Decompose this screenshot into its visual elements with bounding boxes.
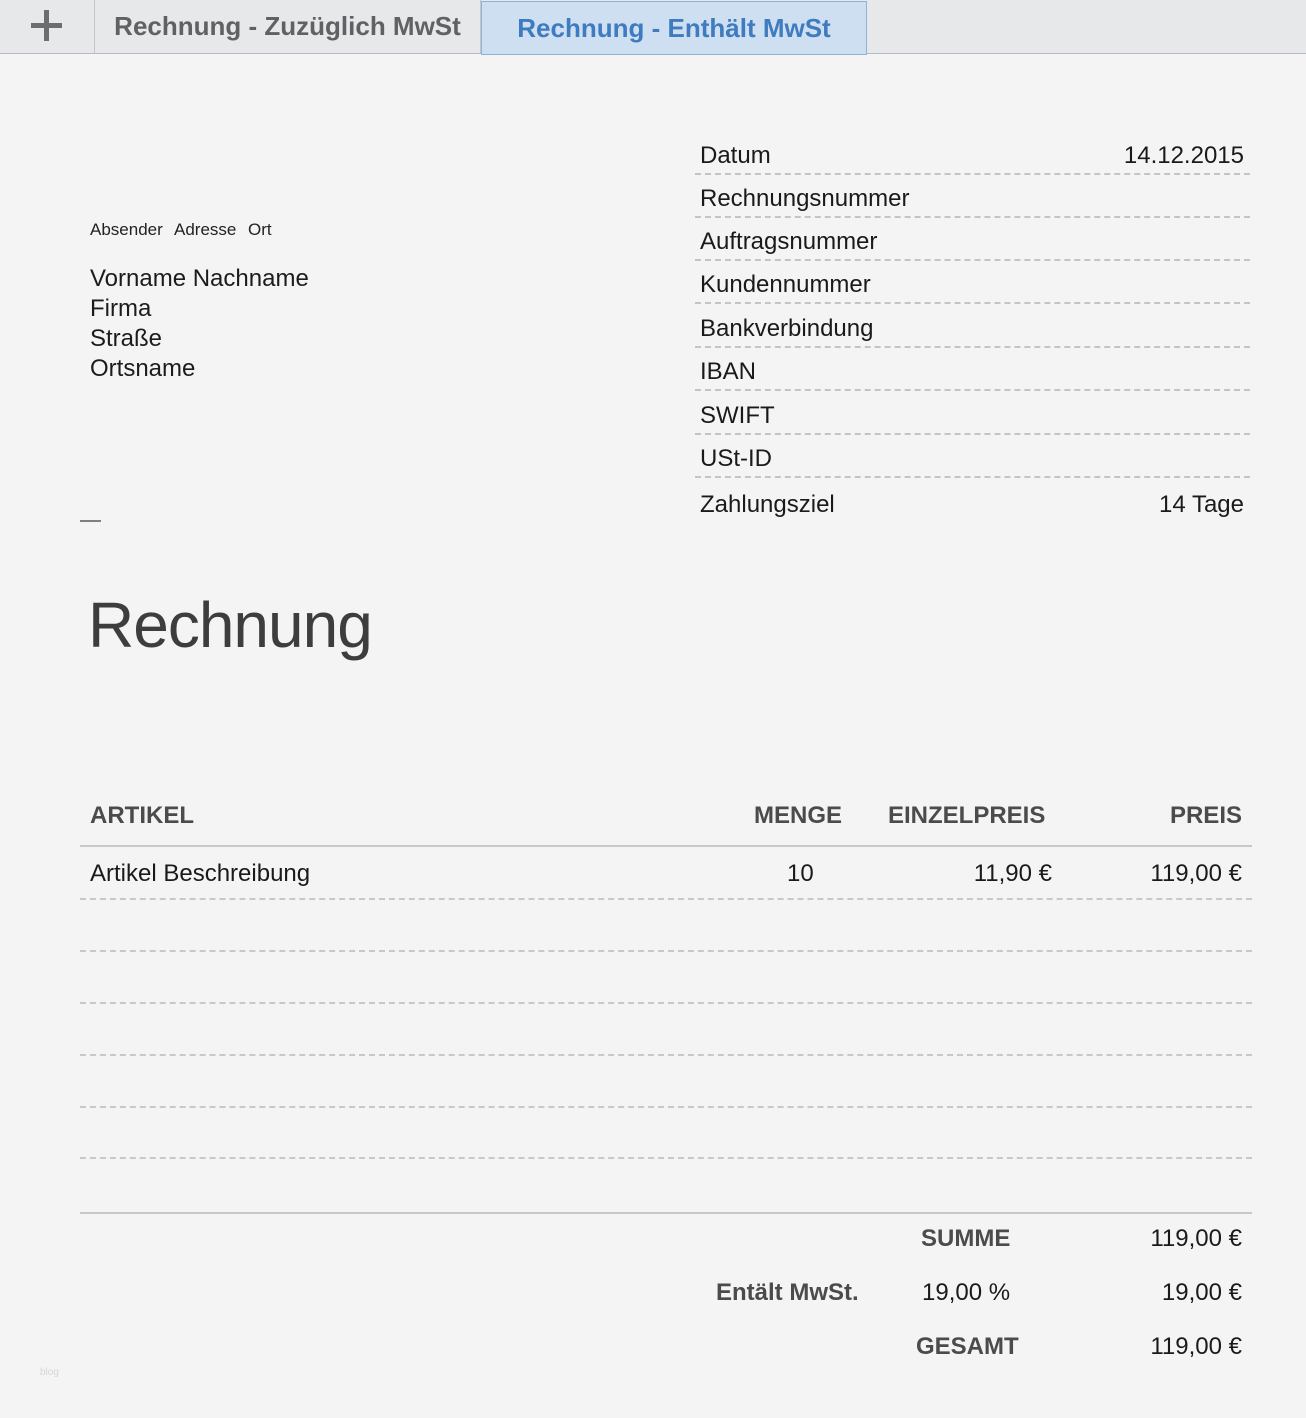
header-artikel: ARTIKEL (90, 802, 194, 829)
meta-row-bankverbindung (695, 305, 1250, 348)
meta-row-ust-id (695, 435, 1250, 478)
header-divider (80, 845, 1252, 847)
row-divider (80, 1002, 1252, 1004)
row-divider (80, 1106, 1252, 1108)
recipient-city: Ortsname (90, 355, 196, 382)
row-divider (80, 1157, 1252, 1159)
meta-label: Rechnungsnummer (700, 185, 910, 212)
mwst-value: 19,00 € (1161, 1279, 1242, 1306)
summe-value: 119,00 € (1150, 1225, 1242, 1252)
header-einzelpreis: EINZELPREIS (888, 802, 1046, 829)
header-preis: PREIS (1169, 802, 1242, 829)
tab-zuzueglich-mwst[interactable]: Rechnung - Zuzüglich MwSt (95, 0, 481, 53)
recipient-street: Straße (90, 325, 163, 352)
meta-value[interactable]: 14.12.2015 (1123, 142, 1244, 169)
meta-label: Datum (700, 142, 771, 169)
meta-label: Zahlungsziel (700, 491, 835, 518)
row-divider (80, 898, 1252, 900)
page-title: Rechnung (88, 589, 372, 661)
row-divider (80, 950, 1252, 952)
row-divider (80, 1054, 1252, 1056)
header-menge: MENGE (754, 802, 843, 829)
meta-label: Auftragsnummer (700, 228, 878, 255)
meta-row-auftragsnummer (695, 218, 1250, 261)
meta-row-swift (695, 392, 1250, 435)
meta-row-rechnungsnummer (695, 175, 1250, 218)
meta-value[interactable]: 14 Tage (1159, 491, 1244, 518)
meta-row-iban (695, 348, 1250, 391)
totals-divider (80, 1212, 1252, 1214)
meta-row-kundennummer (695, 261, 1250, 304)
gesamt-value: 119,00 € (1150, 1333, 1242, 1360)
add-tab-button[interactable] (0, 0, 95, 53)
mwst-rate[interactable]: 19,00 % (922, 1279, 1011, 1306)
gesamt-label: GESAMT (916, 1333, 1019, 1360)
tab-bar (0, 0, 1306, 54)
sender-absender: Absender (90, 220, 163, 239)
meta-row-zahlungsziel (695, 479, 1250, 522)
sender-ort: Ort (248, 220, 272, 239)
mwst-label: Entält MwSt. (716, 1279, 859, 1306)
fold-mark (80, 520, 101, 522)
meta-label: IBAN (700, 358, 757, 385)
summe-label: SUMME (921, 1225, 1011, 1252)
tab-enthaelt-mwst[interactable]: Rechnung - Enthält MwSt (481, 1, 867, 55)
cell-menge[interactable]: 10 (787, 860, 814, 887)
watermark: blog (40, 1367, 59, 1378)
sender-adresse: Adresse (174, 220, 237, 239)
meta-label: SWIFT (700, 402, 775, 429)
meta-label: Bankverbindung (700, 315, 874, 342)
meta-row-datum (695, 132, 1250, 175)
cell-preis[interactable]: 119,00 € (1150, 860, 1242, 887)
meta-label: USt-ID (700, 445, 772, 472)
meta-label: Kundennummer (700, 271, 871, 298)
recipient-name: Vorname Nachname (90, 265, 309, 292)
cell-einzelpreis[interactable]: 11,90 € (973, 860, 1052, 887)
recipient-company: Firma (90, 295, 152, 322)
cell-artikel[interactable]: Artikel Beschreibung (90, 860, 311, 887)
